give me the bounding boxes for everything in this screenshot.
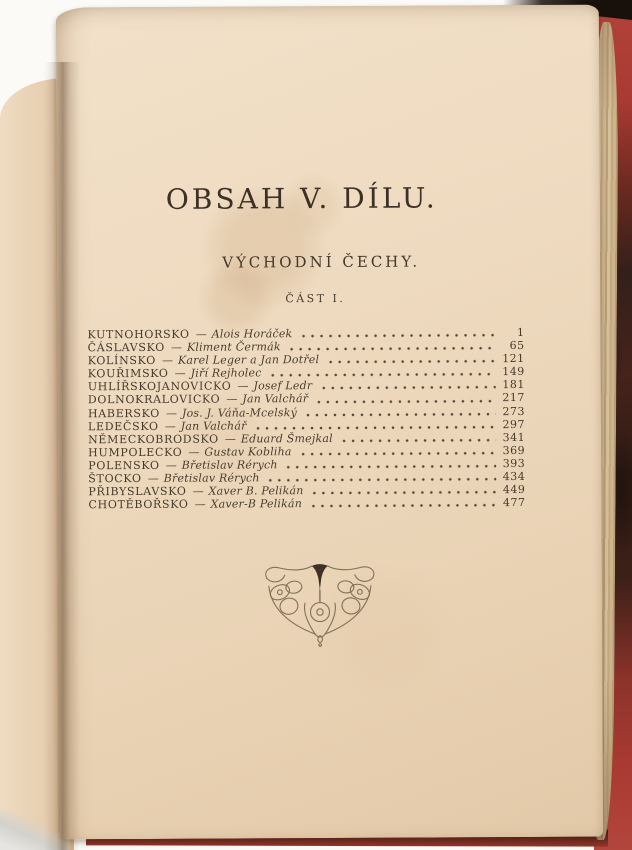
separator-dash: — bbox=[195, 327, 207, 341]
author-name: Břetislav Rérych bbox=[163, 471, 260, 485]
region-name: CHOTĚBOŘSKO bbox=[88, 497, 189, 512]
toc-list bbox=[88, 326, 526, 512]
page-number: 1 bbox=[517, 325, 525, 340]
author-name: Karel Leger a Jan Dotřel bbox=[177, 353, 320, 367]
region-name: LEDEČSKO bbox=[87, 419, 159, 433]
separator-dash: — bbox=[170, 340, 182, 354]
dot-leader bbox=[313, 490, 497, 495]
author-name: Josef Ledr bbox=[253, 379, 313, 393]
page-title: OBSAH V. DÍLU. bbox=[165, 181, 438, 216]
dot-leader bbox=[306, 412, 496, 417]
separator-dash: — bbox=[164, 419, 176, 433]
part-label: ČÁST I. bbox=[285, 291, 346, 306]
page-number: 217 bbox=[502, 391, 525, 405]
separator-dash: — bbox=[174, 367, 186, 381]
dot-leader bbox=[290, 346, 496, 351]
page-number: 369 bbox=[502, 443, 526, 457]
separator-dash: — bbox=[147, 471, 159, 485]
page-number: 149 bbox=[502, 365, 525, 379]
dot-leader bbox=[301, 451, 496, 456]
region-name: NĚMECKOBRODSKO bbox=[88, 432, 219, 447]
dot-leader bbox=[311, 503, 496, 508]
section-subtitle: VÝCHODNÍ ČECHY. bbox=[222, 252, 421, 272]
page-number: 121 bbox=[502, 352, 525, 366]
page-number: 449 bbox=[502, 483, 526, 497]
separator-dash: — bbox=[165, 406, 177, 420]
region-name: KUTNOHORSKO bbox=[87, 327, 190, 342]
toc-entry bbox=[88, 496, 525, 511]
dot-leader bbox=[269, 477, 497, 482]
author-name: Jan Valchář bbox=[242, 392, 309, 406]
dot-leader bbox=[317, 399, 496, 404]
author-name: Gustav Kobliha bbox=[204, 445, 292, 459]
separator-dash: — bbox=[161, 354, 174, 368]
region-name: HUMPOLECKO bbox=[88, 445, 183, 460]
dot-leader bbox=[287, 464, 497, 469]
author-name: Eduard Šmejkal bbox=[240, 431, 333, 446]
dot-leader bbox=[321, 386, 496, 391]
dot-leader bbox=[342, 438, 496, 443]
dot-leader bbox=[328, 359, 495, 364]
dot-leader bbox=[256, 425, 497, 430]
separator-dash: — bbox=[188, 445, 200, 459]
region-name: ŠTOCKO bbox=[88, 472, 142, 486]
dot-leader bbox=[271, 373, 496, 378]
page-number: 341 bbox=[502, 430, 526, 444]
region-name: KOLÍNSKO bbox=[87, 354, 157, 368]
separator-dash: — bbox=[224, 432, 236, 446]
page-number: 434 bbox=[502, 470, 526, 484]
author-name: Kliment Čermák bbox=[186, 340, 281, 354]
photo-corner-shadow bbox=[0, 810, 70, 850]
separator-dash: — bbox=[226, 392, 238, 407]
author-name: Jiří Rejholec bbox=[190, 366, 262, 381]
page-number: 181 bbox=[502, 378, 525, 392]
author-name: Jos. J. Váňa-Mcelský bbox=[181, 405, 298, 420]
separator-dash: — bbox=[194, 497, 206, 511]
region-name: PŘIBYSLAVSKO bbox=[88, 484, 187, 499]
page-number: 273 bbox=[502, 404, 525, 418]
page-number: 477 bbox=[502, 496, 526, 510]
region-name: POLENSKO bbox=[88, 458, 160, 473]
page-number: 65 bbox=[509, 339, 525, 353]
author-name: Xaver-B Pelikán bbox=[210, 497, 303, 511]
author-name: Jan Valchář bbox=[180, 419, 247, 433]
region-name: KOUŘIMSKO bbox=[87, 367, 169, 381]
author-name: Alois Horáček bbox=[211, 327, 293, 341]
content-page bbox=[56, 5, 603, 840]
separator-dash: — bbox=[165, 458, 177, 472]
page-number: 393 bbox=[502, 456, 526, 471]
dot-leader bbox=[301, 333, 495, 338]
author-name: Xaver B. Pelikán bbox=[208, 484, 304, 498]
region-name: UHLÍŘSKOJANOVICKO bbox=[87, 379, 232, 394]
separator-dash: — bbox=[192, 484, 204, 498]
page-number: 297 bbox=[502, 417, 526, 431]
author-name: Břetislav Rérych bbox=[181, 458, 278, 472]
floral-vignette-icon bbox=[255, 556, 385, 649]
region-name: ČÁSLAVSKO bbox=[87, 340, 165, 355]
region-name: HABERSKO bbox=[87, 406, 160, 420]
region-name: DOLNOKRALOVICKO bbox=[87, 393, 221, 407]
separator-dash: — bbox=[237, 379, 249, 393]
